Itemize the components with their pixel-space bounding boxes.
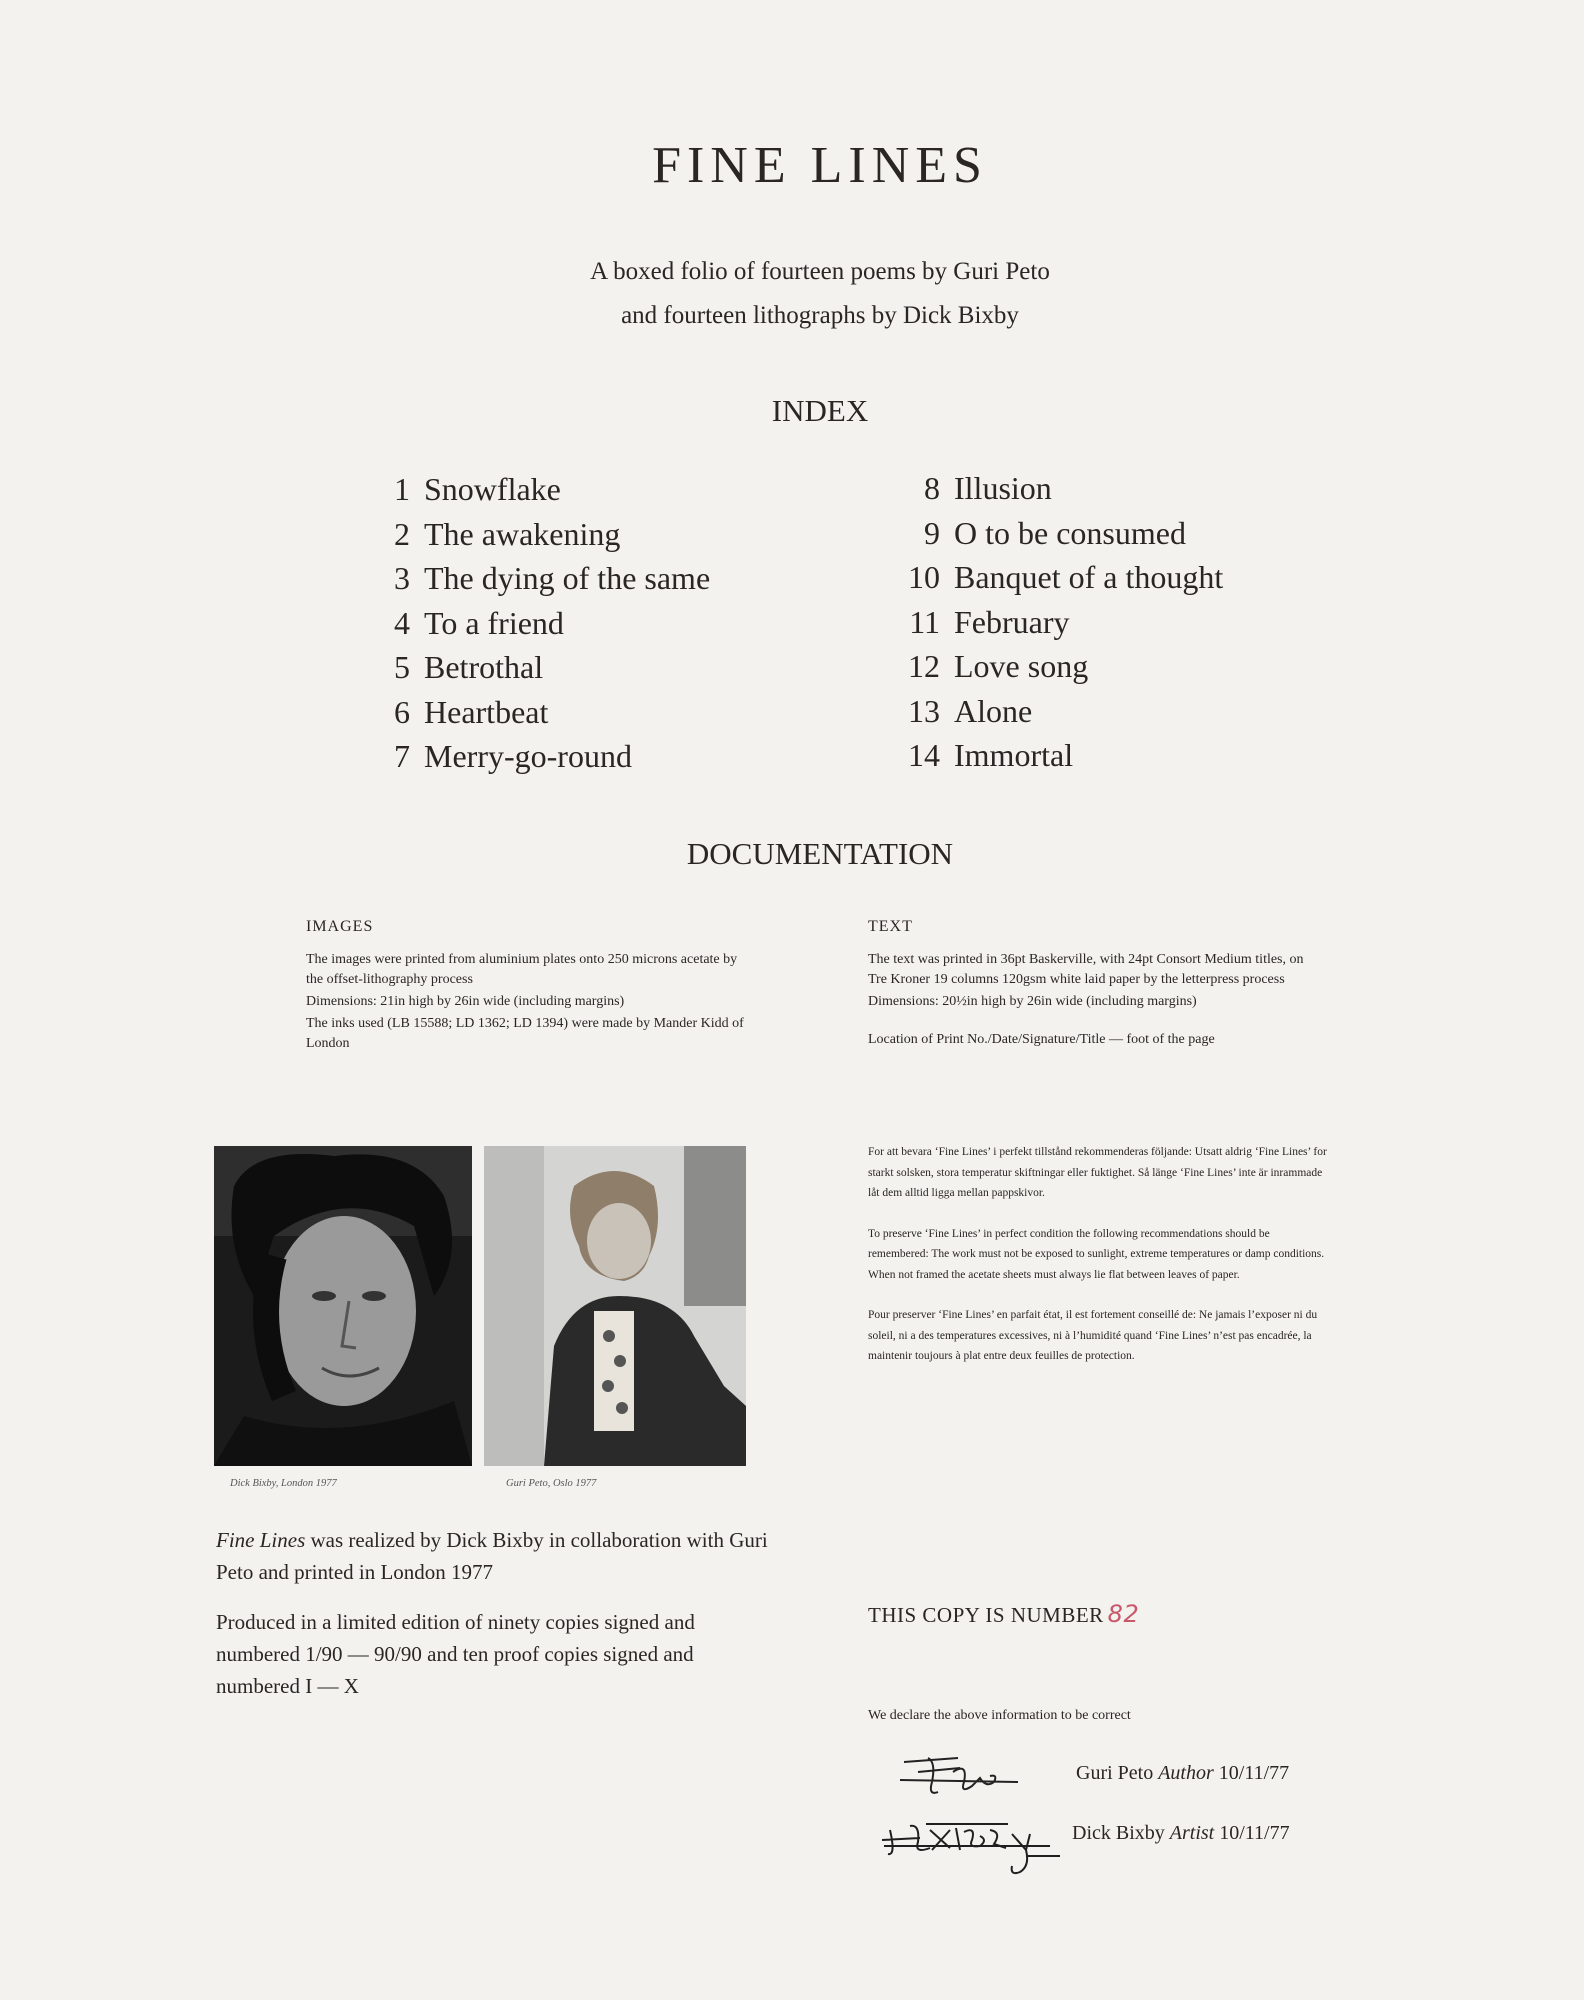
index-title: To a friend <box>424 604 564 641</box>
photo-caption-right: Guri Peto, Oslo 1977 <box>506 1478 597 1489</box>
subtitle-line-1: A boxed folio of fourteen poems by Guri Peto <box>590 258 1050 285</box>
care-note-english: To preserve ‘Fine Lines’ in perfect condition the following recommendations should be remembered: The work must not be exposed to sunlight, extreme temperatures or damp conditions. When not framed the acetate sheets must always lie flat between leaves of paper. <box>868 1227 1325 1281</box>
index-title: Snowflake <box>424 471 561 507</box>
index-title: Love song <box>954 648 1089 684</box>
author-role: Author <box>1158 1762 1214 1784</box>
images-section <box>306 918 746 1056</box>
text-dimensions: Dimensions: 20½in high by 26in wide (including margins) <box>868 994 1197 1009</box>
index-title: February <box>954 603 1070 640</box>
index-title: Illusion <box>954 470 1052 506</box>
index-title: Banquet of a thought <box>954 559 1224 595</box>
index-number: 3 <box>394 560 410 596</box>
index-title: Betrothal <box>424 649 544 685</box>
text-label: TEXT <box>868 918 913 935</box>
copy-number-line <box>868 1600 1139 1628</box>
index-title: Merry-go-round <box>424 738 632 774</box>
index-title: Alone <box>954 692 1033 729</box>
index-title: Heartbeat <box>424 693 549 730</box>
artist-role: Artist <box>1169 1822 1215 1844</box>
portrait-photo-left <box>214 1146 472 1466</box>
index-item <box>382 512 710 557</box>
images-dimensions: Dimensions: 21in high by 26in wide (including margins) <box>306 994 625 1009</box>
colophon <box>216 1524 776 1720</box>
care-note-french: Pour preserver ‘Fine Lines’ en parfait état, il est fortement conseillé de: Ne jamais l’exposer ni du soleil, ni a des temperatures excessives, ni à l’humidité quand ‘Fine Lines’ n’est pas encadrée, la maintenir toujours à plat entre deux feuilles de protection. <box>868 1309 1318 1362</box>
index-item <box>880 466 1223 511</box>
index-number: 8 <box>924 470 940 506</box>
portrait-image <box>214 1146 472 1466</box>
author-name: Guri Peto <box>1076 1762 1154 1784</box>
portrait-photo-right <box>484 1146 746 1466</box>
index-title: The awakening <box>424 515 621 552</box>
index-item <box>880 689 1223 734</box>
index-item <box>382 734 710 779</box>
documentation-heading: DOCUMENTATION <box>686 836 954 871</box>
images-process: The images were printed from aluminium plates onto 250 microns acetate by the offset-lithography process <box>306 952 738 987</box>
care-note-swedish: For att bevara ‘Fine Lines’ i perfekt tillstånd rekommenderas följande: Utsatt aldrig ‘Fine Lines’ for starkt solsken, stora temperatur skiftningar eller fuktighet. Så länge ‘Fine Lines’ inte är inrammade låt dem alltid ligga mellan pappskivor. <box>868 1146 1327 1199</box>
index-item <box>880 600 1223 645</box>
declaration: We declare the above information to be correct <box>868 1708 1131 1723</box>
text-process: The text was printed in 36pt Baskerville, with 24pt Consort Medium titles, on Tre Kroner 19 columns 120gsm white laid paper by the letterpress process <box>868 952 1304 987</box>
index-item <box>382 645 710 690</box>
index-item <box>880 511 1223 556</box>
portrait-image <box>484 1146 746 1466</box>
index-number: 10 <box>908 559 940 595</box>
text-location: Location of Print No./Date/Signature/Title — foot of the page <box>868 1032 1215 1047</box>
index-number: 13 <box>908 692 940 729</box>
index-column-right <box>880 466 1223 778</box>
author-date: 10/11/77 <box>1218 1762 1290 1784</box>
photo-caption-left: Dick Bixby, London 1977 <box>230 1478 337 1489</box>
care-notes <box>868 1142 1328 1387</box>
colophon-edition: Produced in a limited edition of ninety copies signed and numbered 1/90 — 90/90 and ten proof copies signed and numbered I — X <box>216 1610 695 1698</box>
index-item <box>382 690 710 735</box>
text-section <box>868 918 1308 1052</box>
index-number: 2 <box>394 515 410 552</box>
colophon-realized <box>216 1524 776 1588</box>
subtitle-line-2: and fourteen lithographs by Dick Bixby <box>621 302 1019 329</box>
index-number: 11 <box>909 603 940 640</box>
index-number: 1 <box>394 471 410 507</box>
index-item <box>382 601 710 646</box>
index-column-left <box>382 467 710 779</box>
colophon-realized-text: was realized by Dick Bixby in collaboration with Guri Peto and printed in London 1977 <box>216 1528 768 1584</box>
author-signature <box>898 1752 1028 1802</box>
artist-name: Dick Bixby <box>1072 1822 1165 1844</box>
index-number: 4 <box>394 604 410 641</box>
index-number: 5 <box>394 649 410 685</box>
author-signature-line <box>1076 1762 1289 1785</box>
copy-number-value: 82 <box>1107 1600 1140 1628</box>
index-title: Immortal <box>954 737 1074 773</box>
index-item <box>880 644 1223 689</box>
index-number: 6 <box>394 693 410 730</box>
index-number: 14 <box>908 737 940 773</box>
index-number: 9 <box>924 514 940 551</box>
index-title: The dying of the same <box>424 560 711 596</box>
index-item <box>880 733 1223 778</box>
artist-signature <box>880 1810 1080 1880</box>
artist-date: 10/11/77 <box>1219 1822 1290 1844</box>
page-title: FINE LINES <box>652 137 988 194</box>
artist-signature-line <box>1072 1822 1290 1845</box>
index-number: 12 <box>908 648 940 684</box>
images-label: IMAGES <box>306 918 374 935</box>
index-heading: INDEX <box>771 393 869 428</box>
index-title: O to be consumed <box>954 514 1186 551</box>
index-item <box>880 555 1223 600</box>
colophon-title: Fine Lines <box>216 1528 306 1552</box>
index-number: 7 <box>394 738 410 774</box>
index-item <box>382 556 710 601</box>
index-item <box>382 467 710 512</box>
copy-number-label: THIS COPY IS NUMBER <box>868 1603 1104 1627</box>
images-inks: The inks used (LB 15588; LD 1362; LD 1394) were made by Mander Kidd of London <box>306 1016 744 1051</box>
